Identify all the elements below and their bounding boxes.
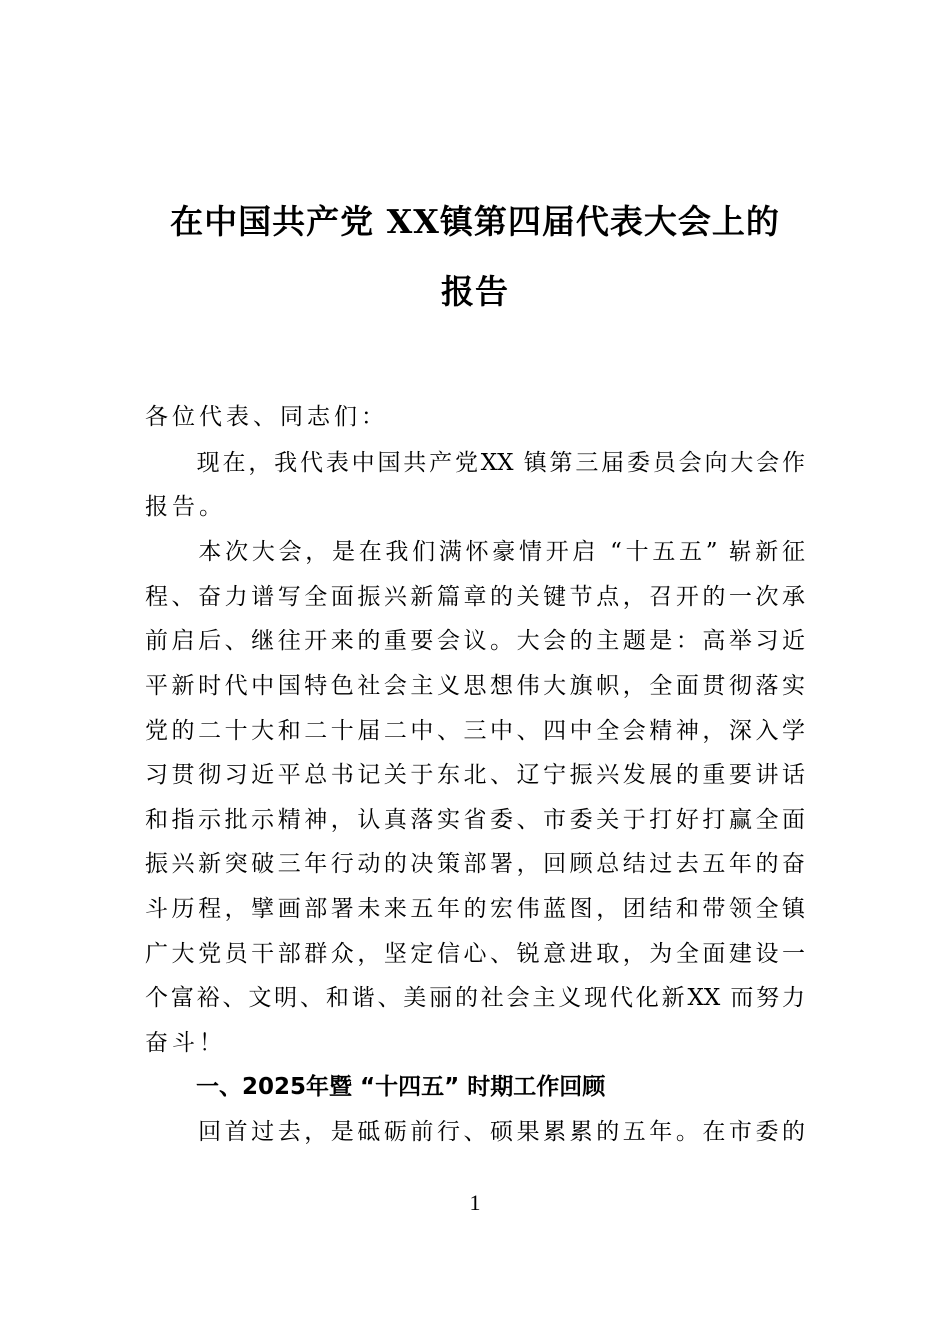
paragraph-2-line: 习贯彻习近平总书记关于东北、辽宁振兴发展的重要讲话: [145, 762, 805, 788]
paragraph-2-line: 斗历程，擘画部署未来五年的宏伟蓝图，团结和带领全镇: [145, 896, 805, 922]
document-title-line-2: 报告: [441, 272, 509, 311]
paragraph-2-line: 前启后、继往开来的重要会议。大会的主题是：高举习近: [145, 628, 805, 654]
salutation: 各位代表、同志们：: [145, 404, 388, 430]
paragraph-1-line: 报告。: [145, 494, 226, 520]
paragraph-2-line: 振兴新突破三年行动的决策部署，回顾总结过去五年的奋: [145, 851, 805, 877]
paragraph-3-line: 回首过去，是砥砺前行、硕果累累的五年。在市委的: [145, 1119, 805, 1145]
document-title-line-1: 在中国共产党 XX镇第四届代表大会上的: [170, 202, 780, 241]
paragraph-2-line: 程、奋力谱写全面振兴新篇章的关键节点，召开的一次承: [145, 584, 805, 610]
paragraph-2-line: 党的二十大和二十届二中、三中、四中全会精神，深入学: [145, 718, 805, 744]
paragraph-2-line: 个富裕、文明、和谐、美丽的社会主义现代化新XX 而努力: [145, 985, 805, 1011]
page-number: 1: [469, 1190, 481, 1215]
paragraph-2-line: 本次大会，是在我们满怀豪情开启 “十五五” 崭新征: [145, 539, 805, 565]
paragraph-2-line: 广大党员干部群众，坚定信心、锐意进取，为全面建设一: [145, 941, 805, 967]
paragraph-2-line: 和指示批示精神，认真落实省委、市委关于打好打赢全面: [145, 807, 805, 833]
paragraph-1-line: 现在，我代表中国共产党XX 镇第三届委员会向大会作: [145, 450, 805, 476]
paragraph-2-line: 平新时代中国特色社会主义思想伟大旗帜，全面贯彻落实: [145, 673, 805, 699]
section-heading: 一、2025年暨 “十四五” 时期工作回顾: [196, 1074, 606, 1100]
paragraph-2-line: 奋斗！: [145, 1030, 226, 1056]
